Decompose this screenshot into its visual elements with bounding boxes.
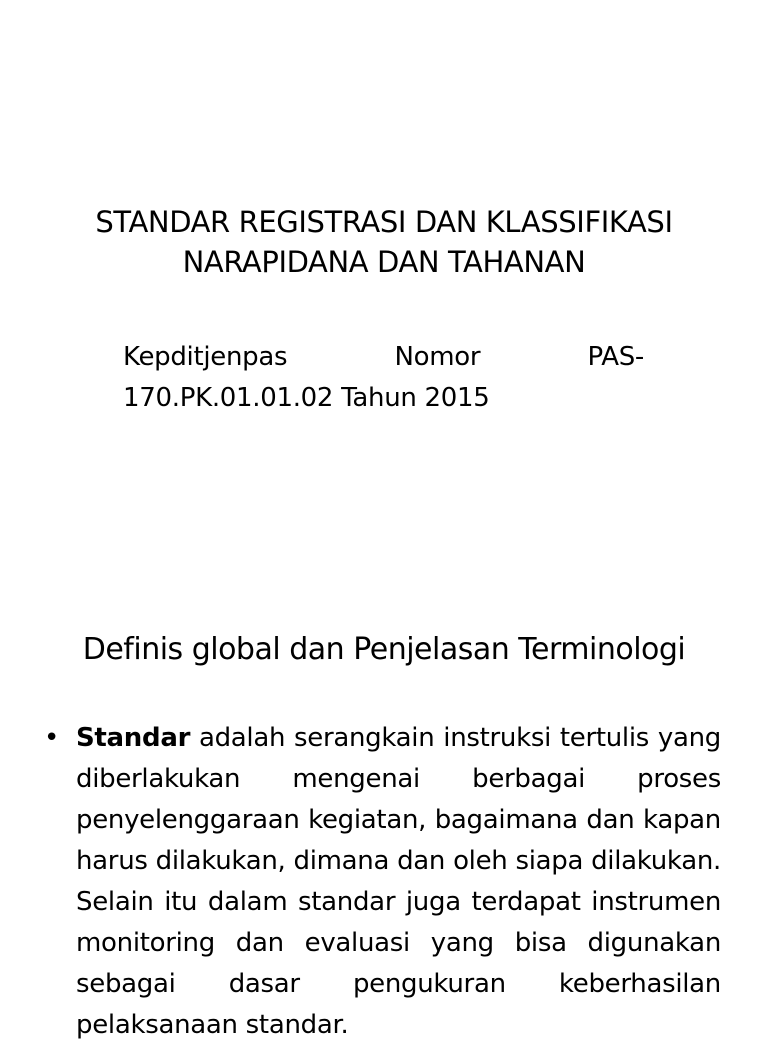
slide-definitions (0, 576, 768, 1040)
title-line-1: STANDAR REGISTRASI DAN KLASSIFIKASI (95, 205, 673, 239)
bullet-term: Standar (76, 723, 191, 753)
bullet-text: adalah serangkain instruksi tertulis yang diberlakukan mengenai berbagai proses penyelenggaraan kegiatan, bagaimana dan kapan harus dilakukan, dimana dan oleh siapa dilakukan. Selain itu dalam standar juga terdapat instrumen monitoring dan evaluasi yang bisa digunakan sebagai dasar pengukuran keberhasilan pelaksanaan standar. (76, 723, 721, 1040)
document-subtitle: Kepditjenpas Nomor PAS-170.PK.01.01.02 Tahun 2015 (123, 342, 644, 413)
bullet-item (44, 718, 721, 1046)
document-title (40, 202, 728, 282)
bullet-list (0, 718, 768, 1046)
section-heading: Definis global dan Penjelasan Terminologi (82, 632, 686, 667)
bullet-dot-icon: • (44, 723, 60, 753)
title-line-2: NARAPIDANA DAN TAHANAN (182, 245, 586, 279)
